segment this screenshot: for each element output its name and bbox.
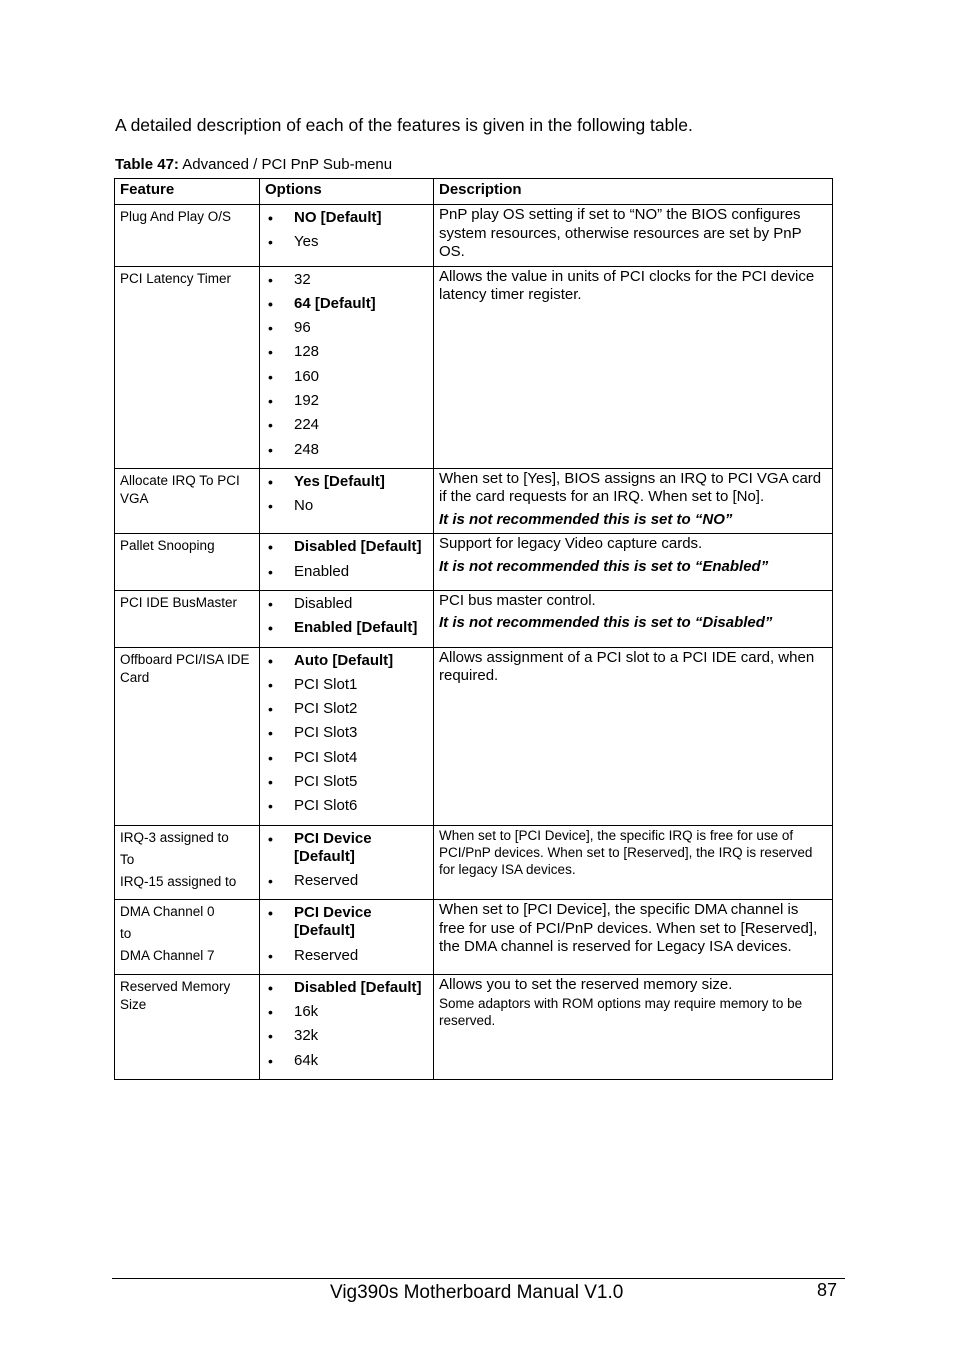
description-warning: It is not recommended this is set to “Disabled” (439, 614, 773, 632)
table-caption-text: Advanced / PCI PnP Sub-menu (178, 156, 393, 173)
option-item: • 224 (264, 416, 429, 434)
feature-cell (115, 534, 260, 591)
description-cell (434, 647, 833, 825)
feature-cell (115, 205, 260, 267)
footer-title: Vig390s Motherboard Manual V1.0 (330, 1282, 624, 1303)
table-row (115, 266, 833, 468)
description-text: Support for legacy Video capture cards. (439, 535, 703, 553)
feature-cell (115, 974, 260, 1079)
table-caption-label: Table 47: (115, 156, 179, 173)
feature-cell (115, 647, 260, 825)
table-row (115, 534, 833, 591)
option-item-default: • 64 [Default] (264, 295, 429, 313)
feature-name: PCI Latency Timer (120, 270, 232, 286)
description-text: PCI bus master control. (439, 591, 596, 609)
table-header-row (115, 179, 833, 205)
description-cell (434, 266, 833, 468)
option-item: • 128 (264, 343, 429, 361)
table-row (115, 900, 833, 975)
option-list (264, 652, 429, 816)
options-cell (260, 647, 434, 825)
feature-cell (115, 590, 260, 647)
feature-cell (115, 468, 260, 534)
options-cell (260, 590, 434, 647)
header-options: Options (260, 179, 434, 205)
options-cell (260, 974, 434, 1079)
option-item: • 192 (264, 392, 429, 410)
description-cell (434, 205, 833, 267)
intro-paragraph: A detailed description of each of the features is given in the following table. (115, 115, 693, 135)
feature-name: Allocate IRQ To PCI VGA (120, 472, 240, 506)
feature-name: PCI IDE BusMaster (120, 594, 238, 610)
options-cell (260, 534, 434, 591)
option-item: • PCI Slot2 (264, 700, 429, 718)
description-cell (434, 974, 833, 1079)
description-warning: It is not recommended this is set to “NO” (439, 510, 733, 528)
option-item-default: • Auto [Default] (264, 652, 429, 670)
description-cell (434, 590, 833, 647)
option-item: • No (264, 497, 429, 515)
table-row (115, 205, 833, 267)
option-list (264, 830, 429, 890)
option-item: • PCI Slot4 (264, 749, 429, 767)
options-cell (260, 266, 434, 468)
option-item: • PCI Slot6 (264, 797, 429, 815)
feature-cell (115, 266, 260, 468)
option-item: • 16k (264, 1003, 429, 1021)
option-item-default: • NO [Default] (264, 209, 429, 227)
table-row (115, 468, 833, 534)
option-item-default: • Enabled [Default] (264, 619, 429, 637)
option-item: • Enabled (264, 563, 429, 581)
description-text: Some adaptors with ROM options may require memory to be reserved. (439, 996, 803, 1029)
description-text: When set to [PCI Device], the specific DMA channel is free for use of PCI/PnP devices. When set to [Reserved], the DMA channel is reserved for Legacy ISA devices. (439, 901, 818, 956)
table-row (115, 825, 833, 900)
description-cell (434, 900, 833, 975)
description-cell (434, 534, 833, 591)
option-item-default: • PCI Device [Default] (264, 904, 429, 940)
option-item: • Yes (264, 233, 429, 251)
feature-name: Pallet Snooping (120, 538, 215, 554)
option-item: • Reserved (264, 947, 429, 965)
header-feature: Feature (115, 179, 260, 205)
description-warning: It is not recommended this is set to “Enabled” (439, 557, 769, 575)
option-item: • Reserved (264, 872, 429, 890)
options-cell (260, 205, 434, 267)
description-cell (434, 468, 833, 534)
option-list (264, 538, 429, 580)
option-item-default: • Disabled [Default] (264, 979, 429, 997)
table-row (115, 590, 833, 647)
option-item: • 160 (264, 368, 429, 386)
option-list (264, 595, 429, 637)
option-list (264, 209, 429, 251)
footer-rule (112, 1278, 845, 1279)
option-item: • PCI Slot3 (264, 724, 429, 742)
feature-cell (115, 825, 260, 900)
feature-name: To (120, 851, 135, 867)
feature-cell (115, 900, 260, 975)
options-cell (260, 900, 434, 975)
feature-name: DMA Channel 7 (120, 948, 215, 964)
table-row (115, 974, 833, 1079)
option-item: • 64k (264, 1052, 429, 1070)
feature-name: IRQ-3 assigned to (120, 829, 229, 845)
table-body (115, 205, 833, 1080)
option-item: • 96 (264, 319, 429, 337)
table-row (115, 647, 833, 825)
options-cell (260, 468, 434, 534)
feature-name: IRQ-15 assigned to (120, 873, 237, 889)
description-text: Allows assignment of a PCI slot to a PCI IDE card, when required. (439, 648, 815, 685)
feature-name: Offboard PCI/ISA IDE Card (120, 651, 250, 685)
feature-name: DMA Channel 0 (120, 904, 215, 920)
description-text: Allows the value in units of PCI clocks for the PCI device latency timer register. (439, 267, 815, 303)
page-number: 87 (817, 1280, 838, 1300)
option-item: • PCI Slot5 (264, 773, 429, 791)
description-text: PnP play OS setting if set to “NO” the BIOS configures system resources, otherwise resources are set by PnP OS. (439, 206, 802, 260)
description-text: When set to [PCI Device], the specific IRQ is free for use of PCI/PnP devices. When set to [Reserved], the IRQ is reserved for legacy ISA devices. (439, 827, 813, 877)
option-item-default: • Yes [Default] (264, 473, 429, 491)
feature-name: Reserved Memory Size (120, 978, 231, 1012)
option-item: • 32k (264, 1027, 429, 1045)
option-list (264, 904, 429, 964)
option-list (264, 979, 429, 1070)
option-list (264, 271, 429, 459)
description-text: Allows you to set the reserved memory size. (439, 975, 733, 993)
options-cell (260, 825, 434, 900)
table-caption (115, 156, 392, 173)
option-item-default: • Disabled [Default] (264, 538, 429, 556)
description-cell (434, 825, 833, 900)
option-item: • PCI Slot1 (264, 676, 429, 694)
option-item-default: • PCI Device [Default] (264, 830, 429, 866)
option-item: • 32 (264, 271, 429, 289)
feature-name: to (120, 926, 132, 942)
header-description: Description (434, 179, 833, 205)
features-table (114, 178, 833, 1080)
feature-name: Plug And Play O/S (120, 209, 232, 224)
description-text: When set to [Yes], BIOS assigns an IRQ to PCI VGA card if the card requests for an IRQ. When set to [No]. (439, 469, 822, 506)
option-item: • 248 (264, 441, 429, 459)
option-list (264, 473, 429, 515)
option-item: • Disabled (264, 595, 429, 613)
